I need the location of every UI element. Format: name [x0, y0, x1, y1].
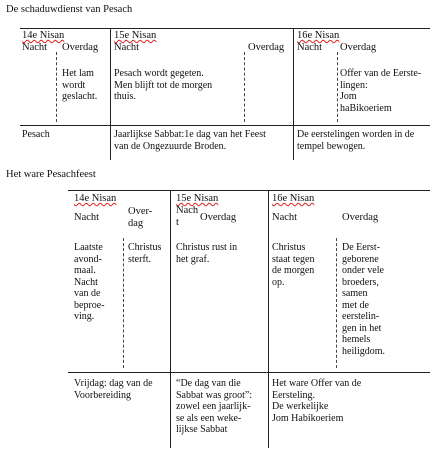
table2-col1-day-text: Christus sterft. [128, 242, 162, 265]
table2-top-border [68, 190, 430, 191]
section2-title: Het ware Pesachfeest [6, 169, 96, 180]
table1-col1-night: Nacht [22, 42, 48, 53]
table1-row2-col1: Pesach [22, 129, 50, 140]
table1-col2-header: 15e Nisan [114, 30, 157, 41]
table1-col2-day: Overdag [248, 42, 285, 53]
table2-dash-2 [336, 238, 337, 368]
table2-col1-night-text: Laatste avond- maal. Nacht van de beproe- ving. [74, 242, 105, 322]
table1-col1-day-text: Het lam wordt geslacht. [62, 68, 98, 102]
table1-col2-night-text: Pesach wordt gegeten. Men blijft tot de morgen thuis. [114, 68, 213, 102]
table2-col1-header: 14e Nisan [74, 193, 117, 204]
table1-col3-day-text: Offer van de Eerste- lingen: Jom haBikoeriem [340, 68, 422, 114]
table2-col3-day-text: De Eerst- geborene onder vele broeders, samen met de eerstelin- gen in het hemels heiligdom. [342, 242, 386, 357]
table2-col2-text: Christus rust in het graf. [176, 242, 238, 265]
table1-col3-header: 16e Nisan [297, 30, 340, 41]
table1-col3-day: Overdag [340, 42, 377, 53]
table2-col1-day: Over- dag [128, 206, 153, 229]
table1-col1-day: Overdag [62, 42, 99, 53]
table1-dash-2 [244, 52, 245, 122]
table2-col3-night-text: Christus staat tegen de morgen op. [272, 242, 315, 288]
table1-col1-header: 14e Nisan [22, 30, 65, 41]
table2-row2-col1: Vrijdag: dag van de Voorbereiding [74, 378, 153, 401]
table1-col-divider-2 [293, 28, 294, 160]
table2-col-divider-1 [170, 190, 171, 448]
table2-col2-night: Nach t [176, 205, 199, 228]
table2-row2-col3: Het ware Offer van de Eersteling. De werkelijke Jom Habikoeriem [272, 378, 362, 424]
table1-col-divider-1 [110, 28, 111, 160]
table2-col3-night: Nacht [272, 212, 298, 223]
table1-row2-col3: De eerstelingen worden in de tempel bewogen. [297, 129, 415, 152]
table1-col3-night: Nacht [297, 42, 323, 53]
table1-dash-1 [56, 52, 57, 122]
table1-top-border [20, 28, 430, 29]
table2-dash-1 [123, 238, 124, 368]
table2-row2-col2: “De dag van die Sabbat was groot”: zowel een jaarlijk- se als een weke- lijkse Sabbat [176, 378, 253, 435]
table2-col1-night: Nacht [74, 212, 100, 223]
table1-dash-3 [337, 52, 338, 122]
table1-row2-col2: Jaarlijkse Sabbat:1e dag van het Feest van de Ongezuurde Broden. [114, 129, 266, 152]
table1-col2-night: Nacht [114, 42, 140, 53]
table2-col3-header: 16e Nisan [272, 193, 315, 204]
table2-col2-day: Overdag [200, 212, 237, 223]
table2-col3-day: Overdag [342, 212, 379, 223]
table2-col2-header: 15e Nisan [176, 193, 219, 204]
table2-col-divider-2 [268, 190, 269, 448]
table2-row-divider [68, 372, 430, 373]
table1-row-divider [20, 125, 430, 126]
section1-title: De schaduwdienst van Pesach [6, 4, 133, 15]
